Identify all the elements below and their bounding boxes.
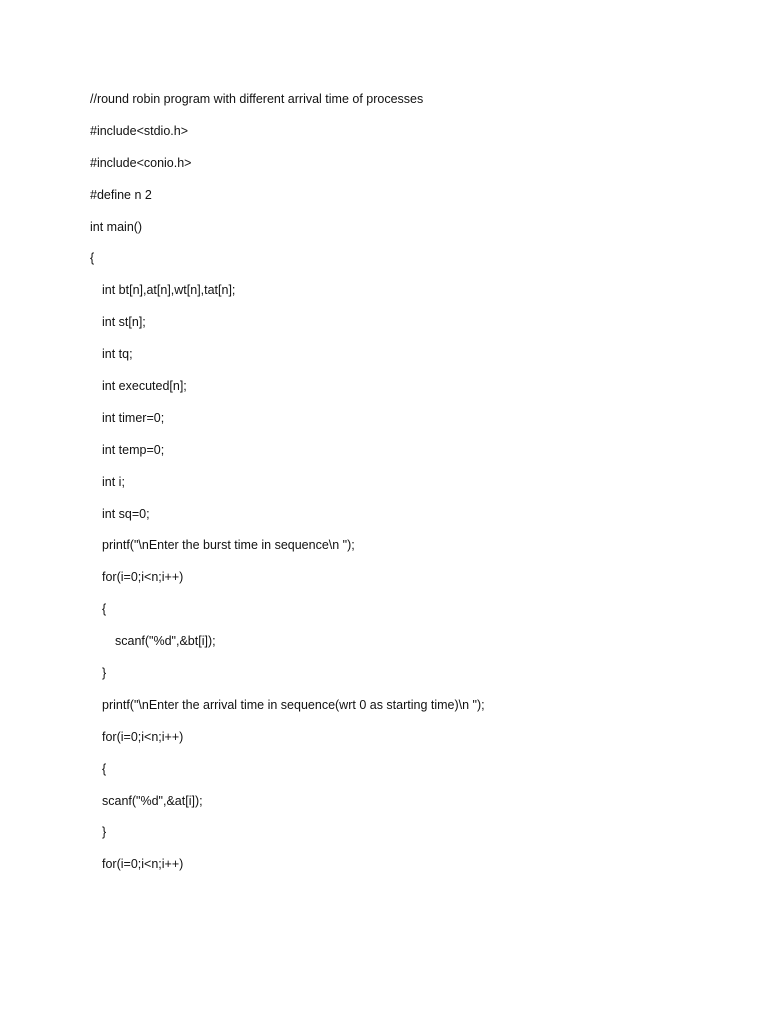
- code-line: int temp=0;: [102, 442, 165, 457]
- code-line: //round robin program with different arrival time of processes: [90, 92, 424, 106]
- code-line: for(i=0;i<n;i++): [102, 729, 184, 744]
- code-line: for(i=0;i<n;i++): [102, 857, 184, 872]
- code-line: int tq;: [102, 347, 133, 362]
- code-line: int main(): [90, 219, 143, 234]
- code-line: printf("\nEnter the burst time in sequence\n ");: [102, 538, 355, 553]
- code-line: for(i=0;i<n;i++): [102, 570, 184, 585]
- code-line: int executed[n];: [102, 379, 187, 394]
- code-line: }: [102, 666, 107, 681]
- code-line: #include<conio.h>: [90, 155, 192, 170]
- code-line: #define n 2: [90, 187, 152, 202]
- code-line: {: [102, 602, 107, 617]
- code-line: {: [102, 761, 107, 776]
- code-listing: [90, 91, 485, 888]
- code-line: int timer=0;: [102, 410, 165, 425]
- code-line: int st[n];: [102, 315, 146, 330]
- code-line: printf("\nEnter the arrival time in sequence(wrt 0 as starting time)\n ");: [102, 697, 485, 712]
- code-line: #include<stdio.h>: [90, 123, 188, 138]
- code-line: int i;: [102, 474, 125, 489]
- code-line: }: [102, 825, 107, 840]
- code-line: int bt[n],at[n],wt[n],tat[n];: [102, 283, 236, 298]
- code-line: scanf("%d",&bt[i]);: [115, 634, 216, 649]
- code-line: scanf("%d",&at[i]);: [102, 793, 203, 808]
- code-line: {: [90, 251, 95, 266]
- code-line: int sq=0;: [102, 506, 150, 521]
